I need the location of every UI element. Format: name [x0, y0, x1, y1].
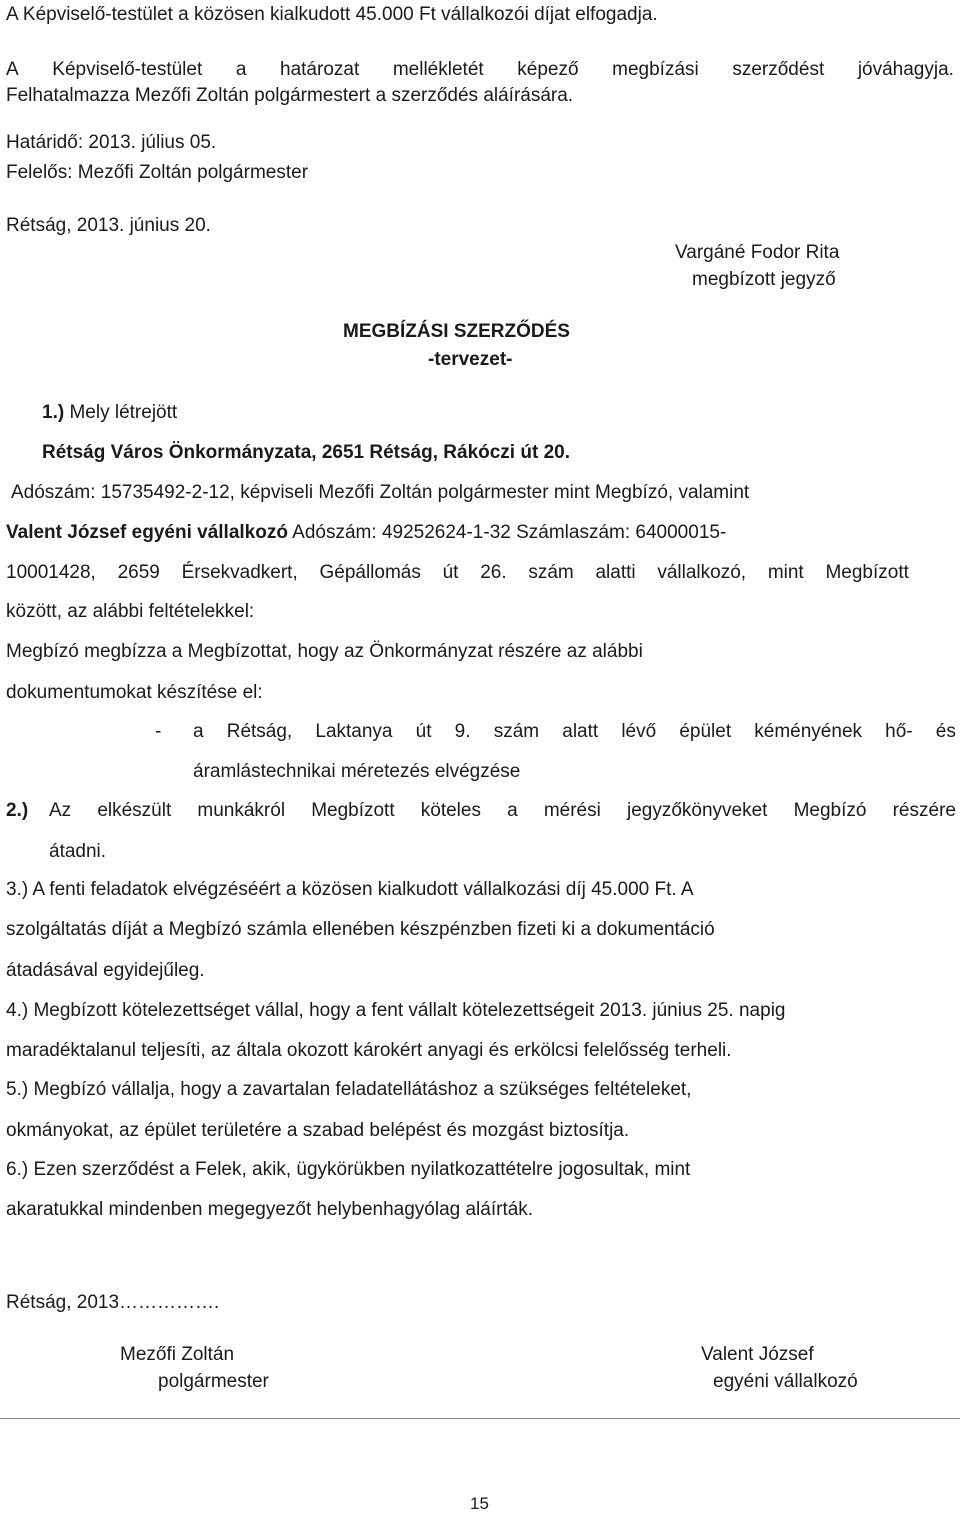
word: hő- [885, 721, 913, 742]
word: 9. [454, 721, 471, 742]
word: köteles [420, 800, 481, 821]
section-3-line-2: szolgáltatás díját a Megbízó számla ellenében készpénzben fizeti ki a dokumentáció [6, 919, 715, 940]
word: jegyzőkönyveket [626, 800, 768, 821]
word: 26. [480, 562, 507, 583]
word: a [507, 800, 518, 821]
sign-place-date: Rétság, 2013……………. [6, 1292, 220, 1313]
word: Megbízott [311, 800, 395, 821]
word: út [442, 562, 459, 583]
section-6-line-1: 6.) Ezen szerződést a Felek, akik, ügykörükben nyilatkozattételre jogosultak, mint [6, 1159, 691, 1180]
task-line-1: Megbízó megbízza a Megbízottat, hogy az Önkormányzat részére az alábbi [6, 641, 643, 662]
contractor-line [6, 523, 726, 542]
section-2-number: 2.) [6, 800, 29, 821]
word: határozat [280, 59, 360, 80]
word: szerződést [732, 59, 825, 80]
footer-divider [0, 1418, 960, 1419]
word: részére [892, 800, 956, 821]
section-6-line-2: akaratukkal mindenben megegyezőt helybenhagyólag aláírták. [6, 1199, 534, 1220]
place-date: Rétság, 2013. június 20. [6, 215, 211, 236]
word: Laktanya [315, 721, 393, 742]
contract-subtitle: -tervezet- [428, 349, 513, 370]
word: út [415, 721, 432, 742]
word: mérési [543, 800, 601, 821]
word: alatt [562, 721, 599, 742]
tax-line: Adószám: 15735492-2-12, képviseli Mezőfi Zoltán polgármester mint Megbízó, valamint [11, 482, 750, 503]
word: a [193, 721, 204, 742]
word: vállalkozó, [657, 562, 747, 583]
party-1: Rétság Város Önkormányzata, 2651 Rétság, Rákóczi út 20. [42, 442, 570, 463]
word: Rétság, [226, 721, 293, 742]
signer-name: Vargáné Fodor Rita [675, 242, 840, 263]
signature-right-title: egyéni vállalkozó [713, 1371, 858, 1392]
word: mint [767, 562, 804, 583]
section-5-line-1: 5.) Megbízó vállalja, hogy a zavartalan feladatellátáshoz a szükséges feltételeket, [6, 1079, 692, 1100]
section-2-line-1 [49, 801, 956, 820]
section-3-line-1: 3.) A fenti feladatok elvégzéséért a közösen kialkudott vállalkozási díj 45.000 Ft. A [6, 879, 694, 900]
contractor-details: Adószám: 49252624-1-32 Számlaszám: 64000015- [287, 522, 727, 543]
signature-right-name: Valent József [701, 1344, 814, 1365]
word: Megbízott [825, 562, 909, 583]
word: szám [493, 721, 540, 742]
word: a [235, 59, 247, 80]
word: és [935, 721, 956, 742]
word: kéményének [754, 721, 863, 742]
bullet-dash: - [155, 721, 162, 742]
task-line-2: dokumentumokat készítése el: [6, 682, 263, 703]
word: elkészült [97, 800, 172, 821]
between-line: között, az alábbi feltételekkel: [6, 601, 255, 622]
intro-line-3: Felhatalmazza Mezőfi Zoltán polgármestert a szerződés aláírására. [6, 85, 574, 106]
responsible: Felelős: Mezőfi Zoltán polgármester [6, 162, 309, 183]
intro-line-1: A Képviselő-testület a közösen kialkudott 45.000 Ft vállalkozói díjat elfogadja. [6, 4, 658, 25]
word: Gépállomás [319, 562, 421, 583]
intro-line-2 [6, 60, 954, 79]
word: mellékletét [392, 59, 484, 80]
section-1-heading [42, 403, 177, 422]
word: épület [679, 721, 732, 742]
bullet-line-2: áramlástechnikai méretezés elvégzése [193, 761, 521, 782]
word: Érsekvadkert, [181, 562, 298, 583]
signature-left-title: polgármester [158, 1371, 269, 1392]
word: alatti [595, 562, 636, 583]
word: 2659 [117, 562, 160, 583]
page-number: 15 [470, 1494, 489, 1513]
word: A [6, 59, 19, 80]
word: megbízási [612, 59, 699, 80]
word: képező [517, 59, 579, 80]
contract-title: MEGBÍZÁSI SZERZŐDÉS [343, 321, 570, 342]
section-1-number: 1.) [42, 402, 65, 423]
word: munkákról [197, 800, 286, 821]
word: lévő [621, 721, 657, 742]
deadline: Határidő: 2013. július 05. [6, 132, 217, 153]
section-4-line-1: 4.) Megbízott kötelezettséget vállal, hogy a fent vállalt kötelezettségeit 2013. június 25. napig [6, 1000, 786, 1021]
word: Az [49, 800, 72, 821]
word: Képviselő-testület [52, 59, 203, 80]
account-line [6, 563, 909, 582]
signature-left-name: Mezőfi Zoltán [120, 1344, 235, 1365]
word: jóváhagyja. [857, 59, 954, 80]
section-1-text: Mely létrejött [64, 402, 178, 423]
contractor-name: Valent József egyéni vállalkozó [6, 522, 288, 543]
section-2-line-2: átadni. [49, 841, 107, 862]
bullet-line-1 [193, 722, 956, 741]
signer-title: megbízott jegyző [692, 269, 836, 290]
word: Megbízó [793, 800, 867, 821]
word: 10001428, [6, 562, 96, 583]
section-3-line-3: átadásával egyidejűleg. [6, 960, 205, 981]
section-4-line-2: maradéktalanul teljesíti, az általa okozott károkért anyagi és erkölcsi felelősség terheli. [6, 1040, 732, 1061]
word: szám [528, 562, 574, 583]
section-5-line-2: okmányokat, az épület területére a szabad belépést és mozgást biztosítja. [6, 1120, 630, 1141]
